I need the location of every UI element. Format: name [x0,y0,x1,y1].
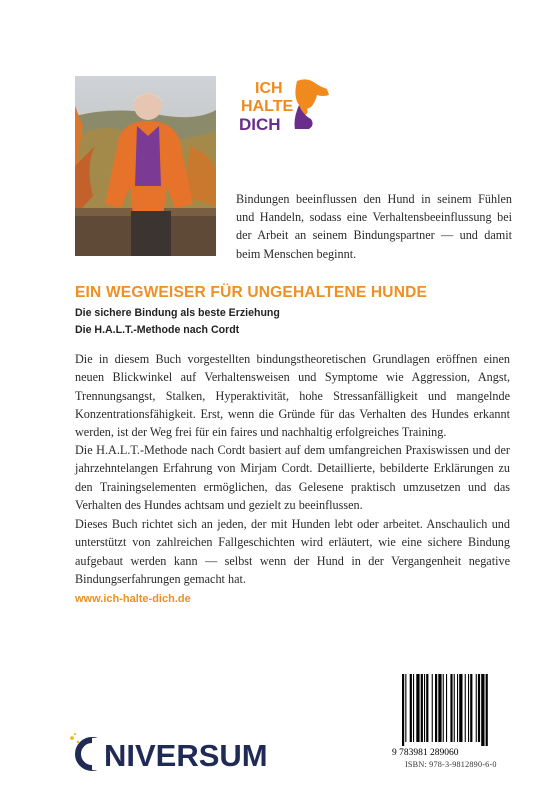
barcode-bar [432,674,433,742]
publisher-name: NIVERSUM [104,738,268,773]
logo-line-halte: HALTE [241,98,294,115]
subhead-2: Die H.A.L.T.-Methode nach Cordt [75,324,240,336]
dog-silhouette-icon [295,79,330,129]
ich-halte-dich-logo [235,75,335,135]
publisher-logo-icon [70,733,108,770]
barcode-bar [413,674,414,742]
barcode-bar [470,674,472,742]
barcode-bar [405,674,406,742]
barcode-bar [486,674,488,746]
barcode-bar [421,674,423,742]
barcode-bar [465,674,466,742]
barcode-bar [478,674,480,742]
barcode-bar [438,674,441,742]
barcode-bar [410,674,412,742]
intro-text: Bindungen beeinflussen den Hund in seinem Fühlen und Handeln, sodass eine Verhaltensbeeinflussung bei der Arbeit an seinem Bindungspartner — und damit beim Menschen beginnt. [236,192,512,261]
barcode-bar [435,674,437,742]
isbn-text: ISBN: 978-3-9812890-6-0 [405,760,497,769]
barcode-bar [481,674,484,746]
barcode-bar [454,674,455,742]
barcode-bar [402,674,404,746]
barcode-bar [443,674,444,742]
website-link[interactable]: www.ich-halte-dich.de [75,593,191,605]
body-paragraph-2: Die H.A.L.T.-Methode nach Cordt basiert auf dem umfangreichen Praxiswissen und der jahrzehntelangen Erfahrung von Mirjam Cordt. Detaillierte, bebilderte Erklärungen zu den Trainingselementen ermöglichen, das Gelesene praktisch umzusetzen und das Verhalten des Hundes achtsam und gezielt zu beeinflussen. [75,443,510,512]
body-paragraph-1: Die in diesem Buch vorgestellten bindungstheoretischen Grundlagen eröffnen einen neuen Blickwinkel auf Verhaltensweisen und Symptome wie Aggression, Angst, Trennungsangst, Stalken, Hyperaktivität, hohe Stressanfälligkeit und mangelnde Konzentrationsfähigkeit. Erst, wenn die Gründe für das Verhalten des Hundes erkannt werden, ist der Weg frei für ein faires und nachhaltig erfolgreiches Training. [75,352,510,440]
barcode-bar [457,674,458,742]
barcode-bar [468,674,469,742]
barcode-bar [450,674,452,742]
barcode-bar [416,674,419,742]
headline: EIN WEGWEISER FÜR UNGEHALTENE HUNDE [75,284,428,301]
barcode-bar [459,674,462,742]
logo-line-ich: ICH [255,80,283,97]
barcode-bar [426,674,428,742]
barcode [392,672,516,762]
publisher-logo [66,732,301,774]
logo-line-dich: DICH [239,115,281,134]
subhead-1: Die sichere Bindung als beste Erziehung [75,307,280,319]
author-photo [75,76,216,256]
body-paragraph-3: Dieses Buch richtet sich an jeden, der mit Hunden lebt oder arbeitet. Anschaulich und unterstützt von zahlreichen Fallgeschichten wird erläutert, wie eine sichere Bindung aufgebaut werden kann — selbst wenn der Hund in der Vergangenheit negative Bindungserfahrungen gemacht hat. [75,517,510,586]
barcode-digits: 9 783981 289060 [392,748,459,758]
barcode-bar [476,674,477,742]
barcode-bar [446,674,447,742]
barcode-bar [424,674,425,742]
